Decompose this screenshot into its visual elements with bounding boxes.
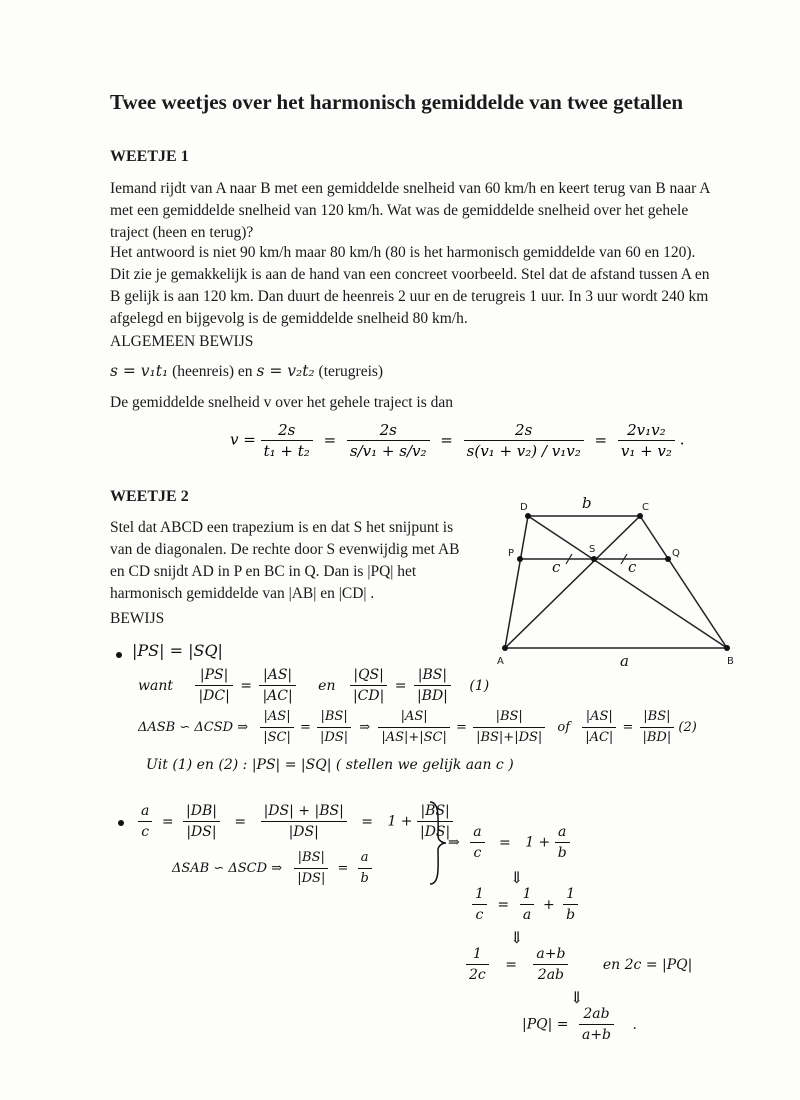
eq-back-label: (terugreis) (314, 363, 384, 380)
average-speed-formula: v = $\frac{2s}{\text{t₁ + t₂}}$ = $\frac{2s}{\text{s/v₁ + s/v₂}}$ = $\frac{2s}{\text{s(v₁ + v₂) / v₁v₂}}$ = $\frac{\text{2v₁v₂}}{\text{v₁ + v₂}}$ . (230, 421, 685, 460)
formula-frac-3: $\frac{2s}{\text{s(v₁ + v₂) / v₁v₂}}$ (464, 420, 584, 461)
label-p: P (508, 548, 515, 559)
hw-frac-qs-cd: $\frac{|QS|}{|CD|}$ (350, 665, 387, 706)
label-b: B (727, 656, 734, 667)
equation-line (110, 362, 383, 381)
hw-conclusion: Uit (1) en (2) : |PS| = |SQ| ( stellen we gelijk aan c ) (146, 757, 514, 773)
label-s: S (589, 544, 596, 555)
eq-back: s = v₂t₂ (256, 362, 315, 380)
hand-label-c-left: c (552, 558, 561, 576)
hw-right-3: $\frac{1}{2c}$ = $\frac{a+b}{2ab}$ en 2c = |PQ| (466, 944, 692, 985)
weetje1-question: Iemand rijdt van A naar B met een gemiddelde snelheid van 60 km/h en keert terug van B naar A met een gemiddelde snelheid van 120 km/h. Wat was de gemiddelde snelheid over het gehele traject (heen en terug)? (110, 180, 710, 241)
diagonal-bd (528, 516, 727, 648)
formula-frac-1: $\frac{2s}{\text{t₁ + t₂}}$ (261, 420, 313, 461)
hw-down-arrow-1: ⇓ (510, 868, 524, 887)
formula-frac-2: $\frac{2s}{\text{s/v₁ + s/v₂}}$ (347, 420, 430, 461)
label-q: Q (672, 548, 680, 559)
hw-frac-bs-bd: $\frac{|BS|}{|BD|}$ (414, 665, 451, 706)
label-c: C (642, 502, 649, 513)
label-a: A (497, 656, 504, 667)
hw-right-1: ⇒ $\frac{a}{c}$ = 1 + $\frac{a}{b}$ (448, 822, 570, 863)
weetje1-answer: Het antwoord is niet 90 km/h maar 80 km/h (80 is het harmonisch gemiddelde van 60 en 120). Dit zie je gemakkelijk is aan de hand van een concreet voorbeeld. Stel dat de afstand tussen A en B gelijk is aan 120 km. Dan duurt de heenreis 2 uur en de terugreis 1 uur. In 3 uur wordt 240 km afgelegd en bijgevolg is de gemiddelde snelheid 80 km/h. (110, 244, 710, 327)
formula-frac-4: $\frac{\text{2v₁v₂}}{\text{v₁ + v₂}}$ (618, 420, 675, 461)
bullet-1 (116, 652, 122, 658)
general-proof-heading: ALGEMEEN BEWIJS (110, 333, 254, 350)
hw-line-3: ΔASB ∽ ΔCSD ⇒ $\frac{|AS|}{|SC|}$ = $\frac{|BS|}{|DS|}$ ⇒ $\frac{|AS|}{|AS|+|SC|}$ = $\frac{|BS|}{|BS|+|DS|}$ of $\frac{|AS|}{|AC|}$ = $\frac{|BS|}{|BD|}$ (2) (138, 709, 697, 745)
hand-label-a: a (620, 652, 629, 670)
hw-line-2: want $\frac{|PS|}{|DC|}$ = $\frac{|AS|}{|AC|}$ en $\frac{|QS|}{|CD|}$ = $\frac{|BS|}{|BD|}$ (1) (138, 667, 490, 704)
hw-line-6: ΔSAB ∽ ΔSCD ⇒ $\frac{|BS|}{|DS|}$ = $\frac{a}{b}$ (172, 848, 372, 889)
hw-frac-as-ac: $\frac{|AS|}{|AC|}$ (259, 665, 295, 706)
bullet-2 (118, 820, 124, 826)
average-speed-line: De gemiddelde snelheid v over het gehele traject is dan (110, 394, 454, 411)
hw-right-2: $\frac{1}{c}$ = $\frac{1}{a}$ + $\frac{1}{b}$ (472, 884, 578, 925)
weetje2-statement: Stel dat ABCD een trapezium is en dat S het snijpunt is van de diagonalen. De rechte door S evenwijdig met AB en CD snijdt AD in P en BC in Q. Dan is |PQ| het harmonisch gemiddelde van |AB| en |CD| . (110, 519, 460, 602)
weetje2-heading: WEETJE 2 (110, 488, 189, 505)
eq-forward-label: (heenreis) en (168, 363, 257, 380)
hand-label-b: b (582, 496, 592, 512)
weetje1-heading: WEETJE 1 (110, 148, 189, 165)
hw-down-arrow-3: ⇓ (570, 988, 584, 1007)
hand-label-c-right: c (628, 558, 637, 576)
label-d: D (520, 502, 528, 513)
hw-down-arrow-2: ⇓ (510, 928, 524, 947)
trapezium-diagram (490, 496, 750, 676)
hw-frac-ps-dc: $\frac{|PS|}{|DC|}$ (195, 665, 232, 706)
eq-forward: s = v₁t₁ (110, 362, 169, 380)
hw-line-5: $\frac{a}{c}$ = $\frac{|DB|}{|DS|}$ = $\frac{|DS| + |BS|}{|DS|}$ = 1 + $\frac{|BS|}{|DS|}$ (138, 801, 453, 842)
hw-ps-equals-sq: |PS| = |SQ| (132, 641, 223, 660)
side-bc (640, 516, 727, 648)
formula-lhs: v = (230, 430, 256, 449)
right-brace (428, 800, 448, 886)
page-title: Twee weetjes over het harmonisch gemiddelde van twee getallen (110, 90, 684, 114)
hw-final-result: |PQ| = $\frac{2ab}{a+b}$ . (522, 1006, 637, 1043)
proof-heading: BEWIJS (110, 610, 165, 627)
